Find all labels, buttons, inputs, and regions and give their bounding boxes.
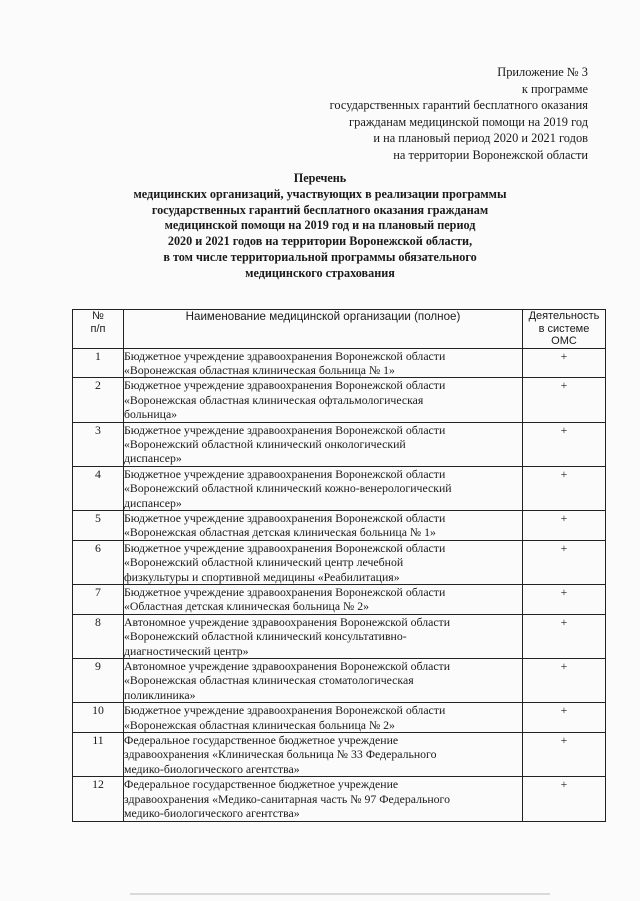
row-number: 6 [73,540,124,584]
oms-participation: + [523,703,606,733]
organization-name-line: физкультуры и спортивной медицины «Реабилитация» [124,569,400,584]
organization-name-line: Бюджетное учреждение здравоохранения Воронежской области [124,703,446,718]
oms-participation: + [523,659,606,703]
organization-name-line: поликлиника» [124,687,196,702]
oms-participation: + [523,422,606,466]
row-number: 7 [73,585,124,615]
organization-name [124,348,523,378]
organization-name [124,777,523,821]
organization-name-line: Автономное учреждение здравоохранения Воронежской области [124,659,451,674]
organization-name-line: Бюджетное учреждение здравоохранения Воронежской области [124,540,446,555]
table-row [73,659,606,703]
table-header-row [73,310,606,349]
organization-name [124,659,523,703]
organization-name-line: Бюджетное учреждение здравоохранения Воронежской области [124,348,446,363]
header-number-line: п/п [90,323,106,335]
table-row [73,614,606,658]
title-line: медицинской помощи на 2019 год и на плановый период [164,218,476,233]
organization-name-line: «Воронежская областная клиническая больница № 2» [124,717,395,732]
organization-name [124,614,523,658]
row-number: 2 [73,378,124,422]
row-number: 10 [73,703,124,733]
header-oms-line: в системе [538,322,590,335]
oms-participation: + [523,585,606,615]
organization-name-line: диагностический центр» [124,643,249,658]
organization-name [124,422,523,466]
organization-name-line: здравоохранения «Клиническая больница № 33 Федерального [124,747,437,762]
organization-name-line: больница» [124,407,178,422]
row-number: 4 [73,466,124,510]
appendix-line: и на плановый период 2020 и 2021 годов [373,131,588,146]
organization-name-line: «Воронежский областной клинический кожно-венерологический [124,481,452,496]
organization-name-line: Бюджетное учреждение здравоохранения Воронежской области [124,585,446,599]
title-line: 2020 и 2021 годов на территории Воронежской области, [167,234,473,249]
title-line: государственных гарантий бесплатного оказания гражданам [151,202,489,217]
oms-participation: + [523,348,606,378]
document-title [0,171,640,282]
oms-participation: + [523,540,606,584]
row-number: 8 [73,614,124,658]
organizations-table [72,309,606,822]
organization-name-line: Бюджетное учреждение здравоохранения Воронежской области [124,510,446,525]
organization-name-line: «Областная детская клиническая больница № 2» [124,599,370,614]
organization-name-line: медико-биологического агентства» [124,761,300,776]
table-row [73,585,606,615]
title-line: медицинского страхования [245,265,395,280]
organization-name [124,378,523,422]
organization-name [124,510,523,540]
organization-name [124,703,523,733]
row-number: 11 [73,733,124,777]
organization-name [124,466,523,510]
organization-name-line: «Воронежская областная клиническая стоматологическая [124,673,414,688]
organization-name [124,585,523,615]
organization-name-line: Бюджетное учреждение здравоохранения Воронежской области [124,466,446,481]
title-line: в том числе территориальной программы обязательного [163,249,477,264]
appendix-line: на территории Воронежской области [393,147,588,162]
scan-edge-mark [130,893,550,895]
organization-name-line: Автономное учреждение здравоохранения Воронежской области [124,614,451,629]
organization-name-line: «Воронежская областная клиническая офтальмологическая [124,392,424,407]
row-number: 9 [73,659,124,703]
row-number: 3 [73,422,124,466]
organization-name-line: «Воронежская областная клиническая больница № 1» [124,362,395,377]
header-number-line: № [92,310,104,322]
table-row [73,777,606,821]
organization-name-line: «Воронежский областной клинический центр лечебной [124,555,404,570]
organization-name-line: «Воронежский областной клинический консультативно- [124,629,407,644]
table-row [73,510,606,540]
header-oms [523,310,606,349]
organization-name-line: «Воронежский областной клинический онкологический [124,436,406,451]
organization-name-line: «Воронежская областная детская клиническая больница № 1» [124,525,436,540]
oms-participation: + [523,777,606,821]
organization-name-line: диспансер» [124,495,182,510]
appendix-line: к программе [521,81,588,96]
oms-participation: + [523,378,606,422]
organization-name [124,733,523,777]
title-line: медицинских организаций, участвующих в реализации программы [133,186,507,201]
organization-name-line: Бюджетное учреждение здравоохранения Воронежской области [124,378,446,393]
organization-name [124,540,523,584]
appendix-line: Приложение № 3 [497,65,588,79]
appendix-line: гражданам медицинской помощи на 2019 год [349,114,588,129]
row-number: 12 [73,777,124,821]
header-number [73,310,124,349]
header-oms-line: ОМС [551,335,577,347]
row-number: 5 [73,510,124,540]
row-number: 1 [73,348,124,378]
table-row [73,422,606,466]
organization-name-line: здравоохранения «Медико-санитарная часть № 97 Федерального [124,791,450,806]
table-row [73,348,606,378]
organization-name-line: диспансер» [124,451,182,466]
table-row [73,540,606,584]
title-line: Перечень [293,171,347,185]
organization-name-line: Федеральное государственное бюджетное учреждение [124,733,399,748]
appendix-header [330,64,588,164]
organization-name-line: медико-биологического агентства» [124,806,300,821]
oms-participation: + [523,510,606,540]
organization-name-line: Бюджетное учреждение здравоохранения Воронежской области [124,422,446,437]
header-oms-line: Деятельность [528,310,600,322]
appendix-line: государственных гарантий бесплатного оказания [329,98,588,113]
table-row [73,378,606,422]
oms-participation: + [523,733,606,777]
header-name: Наименование медицинской организации (полное) [124,310,523,349]
table-row [73,733,606,777]
table-row [73,466,606,510]
oms-participation: + [523,614,606,658]
organization-name-line: Федеральное государственное бюджетное учреждение [124,777,399,792]
table-row [73,703,606,733]
oms-participation: + [523,466,606,510]
